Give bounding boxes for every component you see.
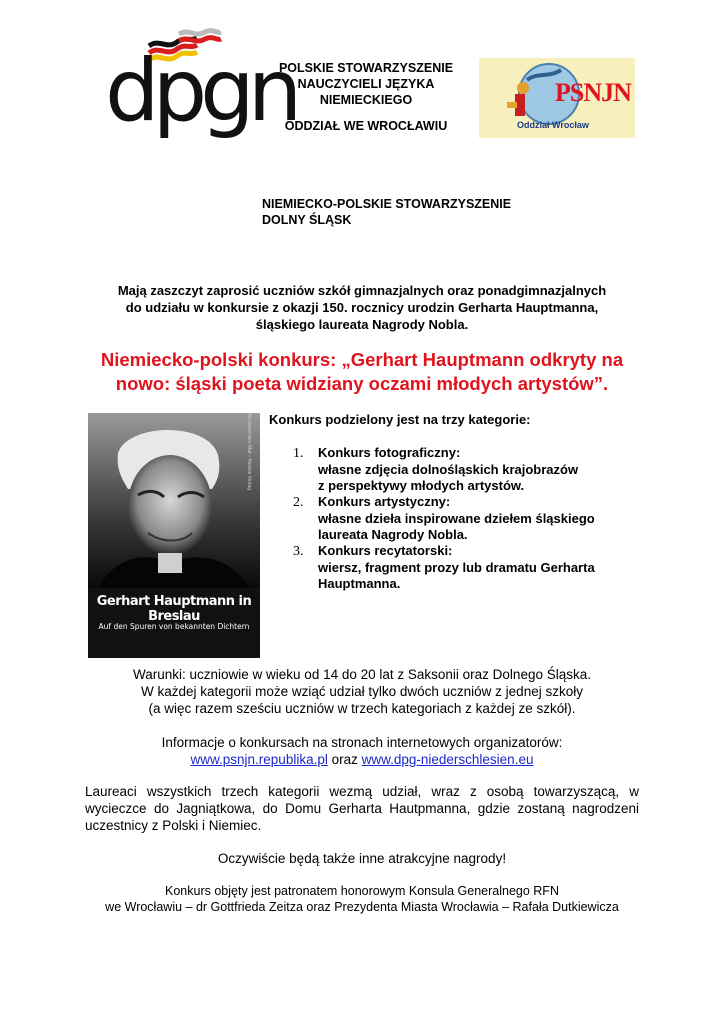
category-desc: własne dzieła inspirowane dziełem śląskiego bbox=[318, 511, 595, 526]
category-desc: Hauptmanna. bbox=[318, 576, 401, 591]
org1-line: POLSKIE STOWARZYSZENIE bbox=[278, 61, 454, 75]
psnjn-website-link[interactable]: www.psnjn.republika.pl bbox=[190, 752, 328, 767]
category-number: 1. bbox=[293, 446, 304, 461]
laureates-text: Laureaci wszystkich trzech kategorii wezmą udział, wraz z osobą towarzyszącą, w wycieczce do Jagniątkowa, do Domu Gerharta Hautpmanna, gdzie zostaną nagrodzeni uczestnicy z Polski i Niemiec. bbox=[85, 784, 639, 833]
org2-line: NIEMIECKO-POLSKIE STOWARZYSZENIE bbox=[262, 197, 512, 211]
hauptmann-poster bbox=[88, 413, 260, 658]
org2-line: DOLNY ŚLĄSK bbox=[262, 213, 352, 227]
category-desc: własne zdjęcia dolnośląskich krajobrazów bbox=[318, 462, 579, 477]
intro-line: do udziału w konkursie z okazji 150. rocznicy urodzin Gerharta Hauptmanna, bbox=[125, 300, 599, 315]
intro-line: śląskiego laureata Nagrody Nobla. bbox=[255, 317, 469, 332]
info-connector: oraz bbox=[327, 752, 362, 767]
patronage-line: Konkurs objęty jest patronatem honorowym Konsula Generalnego RFN bbox=[165, 884, 559, 898]
poster-subtitle: Auf den Spuren von bekannten Dichtern bbox=[98, 622, 250, 631]
org1-block bbox=[250, 60, 482, 134]
contest-title bbox=[40, 348, 684, 396]
category-item bbox=[293, 494, 633, 543]
info-links bbox=[60, 751, 664, 768]
dpgn-logo bbox=[105, 28, 296, 148]
poster-vertical-credit: Wydawnictwo Atut – Neisse Verlag bbox=[246, 413, 252, 490]
category-name: Konkurs fotograficzny: bbox=[318, 445, 461, 460]
category-desc: laureata Nagrody Nobla. bbox=[318, 527, 468, 542]
contest-title-line: nowo: śląski poeta widziany oczami młodych artystów”. bbox=[115, 373, 609, 394]
category-name: Konkurs artystyczny: bbox=[318, 494, 451, 509]
dpgn-logo-text: dpgn bbox=[105, 41, 296, 141]
category-item bbox=[293, 445, 633, 494]
dpg-website-link[interactable]: www.dpg-niederschlesien.eu bbox=[361, 752, 534, 767]
intro-line: Mają zaszczyt zaprosić uczniów szkół gimnazjalnych oraz ponadgimnazjalnych bbox=[117, 283, 607, 298]
psnjn-logo-text: PSNJN bbox=[555, 78, 631, 107]
psnjn-logo bbox=[479, 58, 635, 138]
org2-block bbox=[262, 196, 582, 228]
category-number: 3. bbox=[293, 544, 304, 559]
category-number: 2. bbox=[293, 495, 304, 510]
category-desc: wiersz, fragment prozy lub dramatu Gerharta bbox=[318, 560, 595, 575]
info-line: Informacje o konkursach na stronach internetowych organizatorów: bbox=[161, 735, 563, 750]
contest-title-line: Niemiecko-polski konkurs: „Gerhart Hauptmann odkryty na bbox=[100, 349, 624, 370]
psnjn-logo-subtext: Oddział Wrocław bbox=[517, 120, 589, 130]
info-text bbox=[60, 734, 664, 768]
conditions-text bbox=[60, 666, 664, 717]
patronage-line: we Wrocławiu – dr Gottfrieda Zeitza oraz Prezydenta Miasta Wrocławia – Rafała Dutkiewicza bbox=[105, 900, 619, 914]
org1-branch: ODDZIAŁ WE WROCŁAWIU bbox=[284, 119, 448, 133]
conditions-line: (a więc razem sześciu uczniów w trzech kategoriach z każdej ze szkół). bbox=[148, 701, 576, 716]
conditions-line: W każdej kategorii może wziąć udział tylko dwóch uczniów z jednej szkoły bbox=[141, 684, 583, 699]
category-desc: z perspektywy młodych artystów. bbox=[318, 478, 525, 493]
category-item bbox=[293, 543, 633, 592]
org1-line: NAUCZYCIELI JĘZYKA bbox=[297, 77, 435, 91]
prizes-text: Oczywiście będą także inne atrakcyjne nagrody! bbox=[217, 851, 507, 866]
poster-title: Gerhart Hauptmann in Breslau bbox=[96, 594, 252, 624]
categories-list bbox=[293, 445, 633, 592]
category-name: Konkurs recytatorski: bbox=[318, 543, 453, 558]
intro-text bbox=[60, 282, 664, 333]
org1-line: NIEMIECKIEGO bbox=[319, 93, 413, 107]
patronage-text bbox=[40, 883, 684, 915]
categories-heading: Konkurs podzielony jest na trzy kategorie: bbox=[269, 412, 531, 427]
conditions-line: Warunki: uczniowie w wieku od 14 do 20 lat z Saksonii oraz Dolnego Śląska. bbox=[133, 667, 591, 682]
